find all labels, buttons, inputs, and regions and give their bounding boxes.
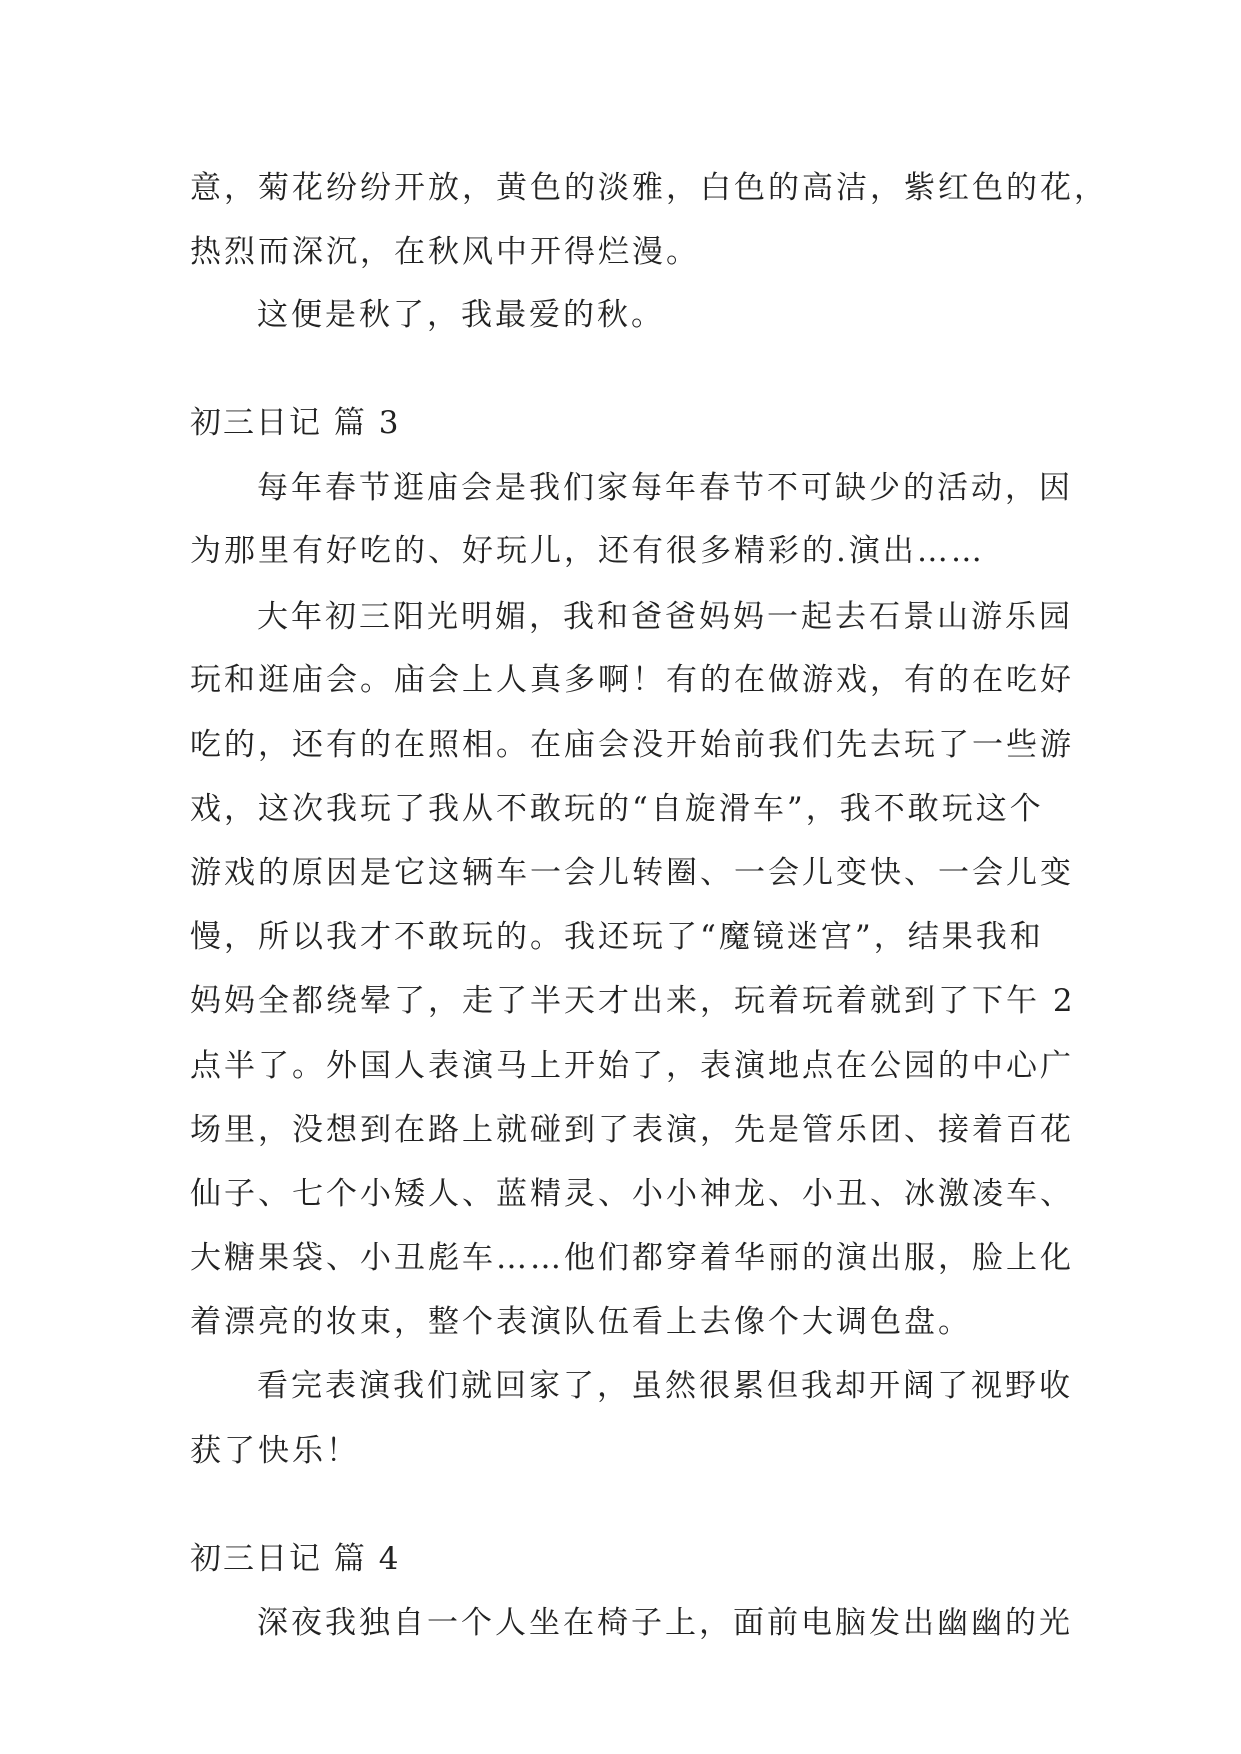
section3-line-1: 每年春节逛庙会是我们家每年春节不可缺少的活动，因 bbox=[257, 470, 1073, 506]
section3-line-9: 妈妈全都绕晕了，走了半天才出来，玩着玩着就到了下午 2 bbox=[190, 983, 1076, 1019]
section3-line-12: 仙子、七个小矮人、蓝精灵、小小神龙、小丑、冰激凌车、 bbox=[190, 1176, 1074, 1212]
section3-line-2: 为那里有好吃的、好玩儿，还有很多精彩的.演出…… bbox=[190, 533, 985, 569]
section4-line-1: 深夜我独自一个人坐在椅子上，面前电脑发出幽幽的光 bbox=[257, 1605, 1073, 1641]
intro-line-2: 热烈而深沉，在秋风中开得烂漫。 bbox=[190, 234, 700, 270]
section3-line-16: 获了快乐！ bbox=[190, 1433, 360, 1469]
section3-line-15: 看完表演我们就回家了，虽然很累但我却开阔了视野收 bbox=[257, 1368, 1073, 1404]
section3-line-8: 慢，所以我才不敢玩的。我还玩了“魔镜迷宫”，结果我和 bbox=[190, 919, 1044, 955]
section3-line-10: 点半了。外国人表演马上开始了，表演地点在公园的中心广 bbox=[190, 1048, 1074, 1084]
section3-line-14: 着漂亮的妆束，整个表演队伍看上去像个大调色盘。 bbox=[190, 1304, 972, 1340]
section3-line-3: 大年初三阳光明媚，我和爸爸妈妈一起去石景山游乐园 bbox=[257, 599, 1073, 635]
section3-line-11: 场里，没想到在路上就碰到了表演，先是管乐团、接着百花 bbox=[190, 1112, 1074, 1148]
section3-heading: 初三日记 篇 3 bbox=[190, 405, 401, 441]
intro-line-3: 这便是秋了，我最爱的秋。 bbox=[257, 297, 665, 333]
section3-line-7: 游戏的原因是它这辆车一会儿转圈、一会儿变快、一会儿变 bbox=[190, 855, 1074, 891]
section3-line-4: 玩和逛庙会。庙会上人真多啊！有的在做游戏，有的在吃好 bbox=[190, 662, 1074, 698]
section3-line-5: 吃的，还有的在照相。在庙会没开始前我们先去玩了一些游 bbox=[190, 727, 1074, 763]
section3-line-6: 戏，这次我玩了我从不敢玩的“自旋滑车”，我不敢玩这个 bbox=[190, 791, 1044, 827]
section4-heading: 初三日记 篇 4 bbox=[190, 1541, 401, 1577]
intro-line-1: 意，菊花纷纷开放，黄色的淡雅，白色的高洁，紫红色的花， bbox=[190, 170, 1108, 206]
section3-line-13: 大糖果袋、小丑彪车……他们都穿着华丽的演出服，脸上化 bbox=[190, 1240, 1074, 1276]
